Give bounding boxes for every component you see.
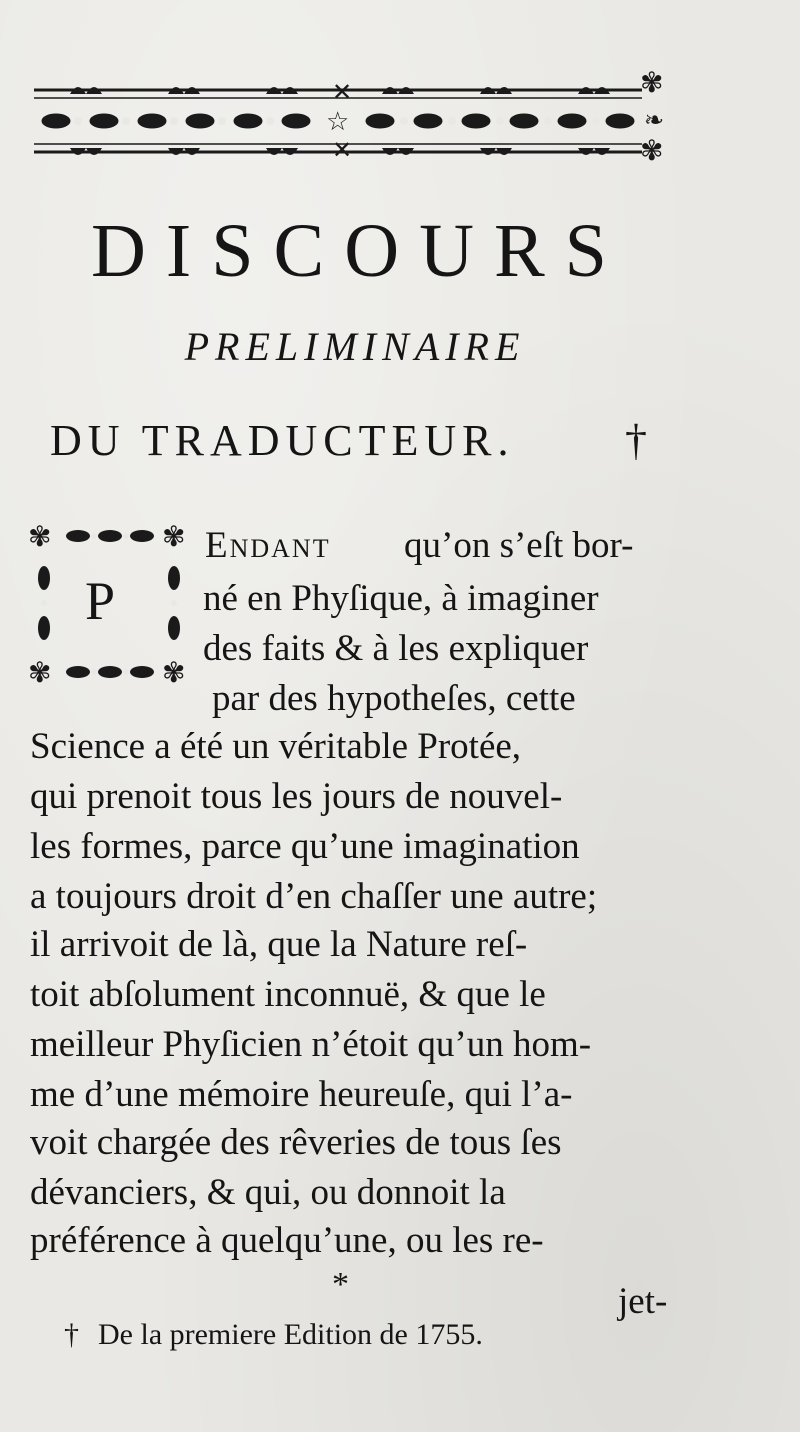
svg-text:✾: ✾ bbox=[28, 656, 52, 688]
text-line-11: meilleur Phyſicien n’étoit qu’un hom- bbox=[30, 1024, 592, 1065]
svg-text:✾: ✾ bbox=[640, 66, 664, 99]
svg-text:☆: ☆ bbox=[326, 107, 350, 137]
text-line-10: toit abſolument inconnuë, & que le bbox=[30, 974, 546, 1015]
text-line-15: préférence à quelqu’une, ou les re- bbox=[30, 1220, 544, 1261]
footnote-dagger: † bbox=[64, 1318, 79, 1351]
text-line-3: des faits & à les expliquer bbox=[203, 628, 589, 669]
page-subtitle: PRELIMINAIRE bbox=[184, 324, 526, 369]
svg-text:✕: ✕ bbox=[332, 136, 353, 164]
text-line-9: il arrivoit de là, que la Nature reſ- bbox=[30, 924, 528, 965]
svg-text:✾: ✾ bbox=[28, 520, 52, 553]
text-line-14: dévanciers, & qui, ou donnoit la bbox=[30, 1172, 506, 1213]
section-heading: DU TRADUCTEUR. bbox=[50, 416, 515, 465]
text-line-7: les formes, parce qu’une imagination bbox=[30, 826, 580, 867]
signature-mark: * bbox=[332, 1266, 349, 1303]
svg-text:✕: ✕ bbox=[332, 78, 353, 106]
text-line-5: Science a été un véritable Protée, bbox=[30, 726, 522, 767]
svg-text:✾: ✾ bbox=[162, 656, 186, 688]
catchword: jet- bbox=[618, 1281, 668, 1322]
dropcap-letter: P bbox=[85, 571, 116, 631]
text-line-2: né en Phyſique, à imaginer bbox=[203, 578, 599, 619]
text-line-4: par des hypotheſes, cette bbox=[212, 678, 576, 719]
page-title: DISCOURS bbox=[91, 209, 627, 293]
text-line-13: voit chargée des rêveries de tous ſes bbox=[30, 1122, 562, 1163]
text-line-6: qui prenoit tous les jours de nouvel- bbox=[30, 776, 563, 817]
svg-text:❧: ❧ bbox=[644, 106, 665, 134]
footnote-text: De la premiere Edition de 1755. bbox=[98, 1318, 483, 1351]
text-line-12: me d’une mémoire heureuſe, qui l’a- bbox=[30, 1074, 573, 1115]
text-line-8: a toujours droit d’en chaſſer une autre; bbox=[30, 876, 598, 917]
ornamental-headpiece bbox=[30, 62, 672, 178]
opening-word: Endant bbox=[205, 525, 331, 566]
svg-text:✾: ✾ bbox=[640, 134, 664, 167]
dagger-footnote-mark: † bbox=[625, 416, 647, 465]
svg-text:✾: ✾ bbox=[162, 520, 186, 553]
text-line-1: qu’on s’eſt bor- bbox=[404, 525, 634, 566]
